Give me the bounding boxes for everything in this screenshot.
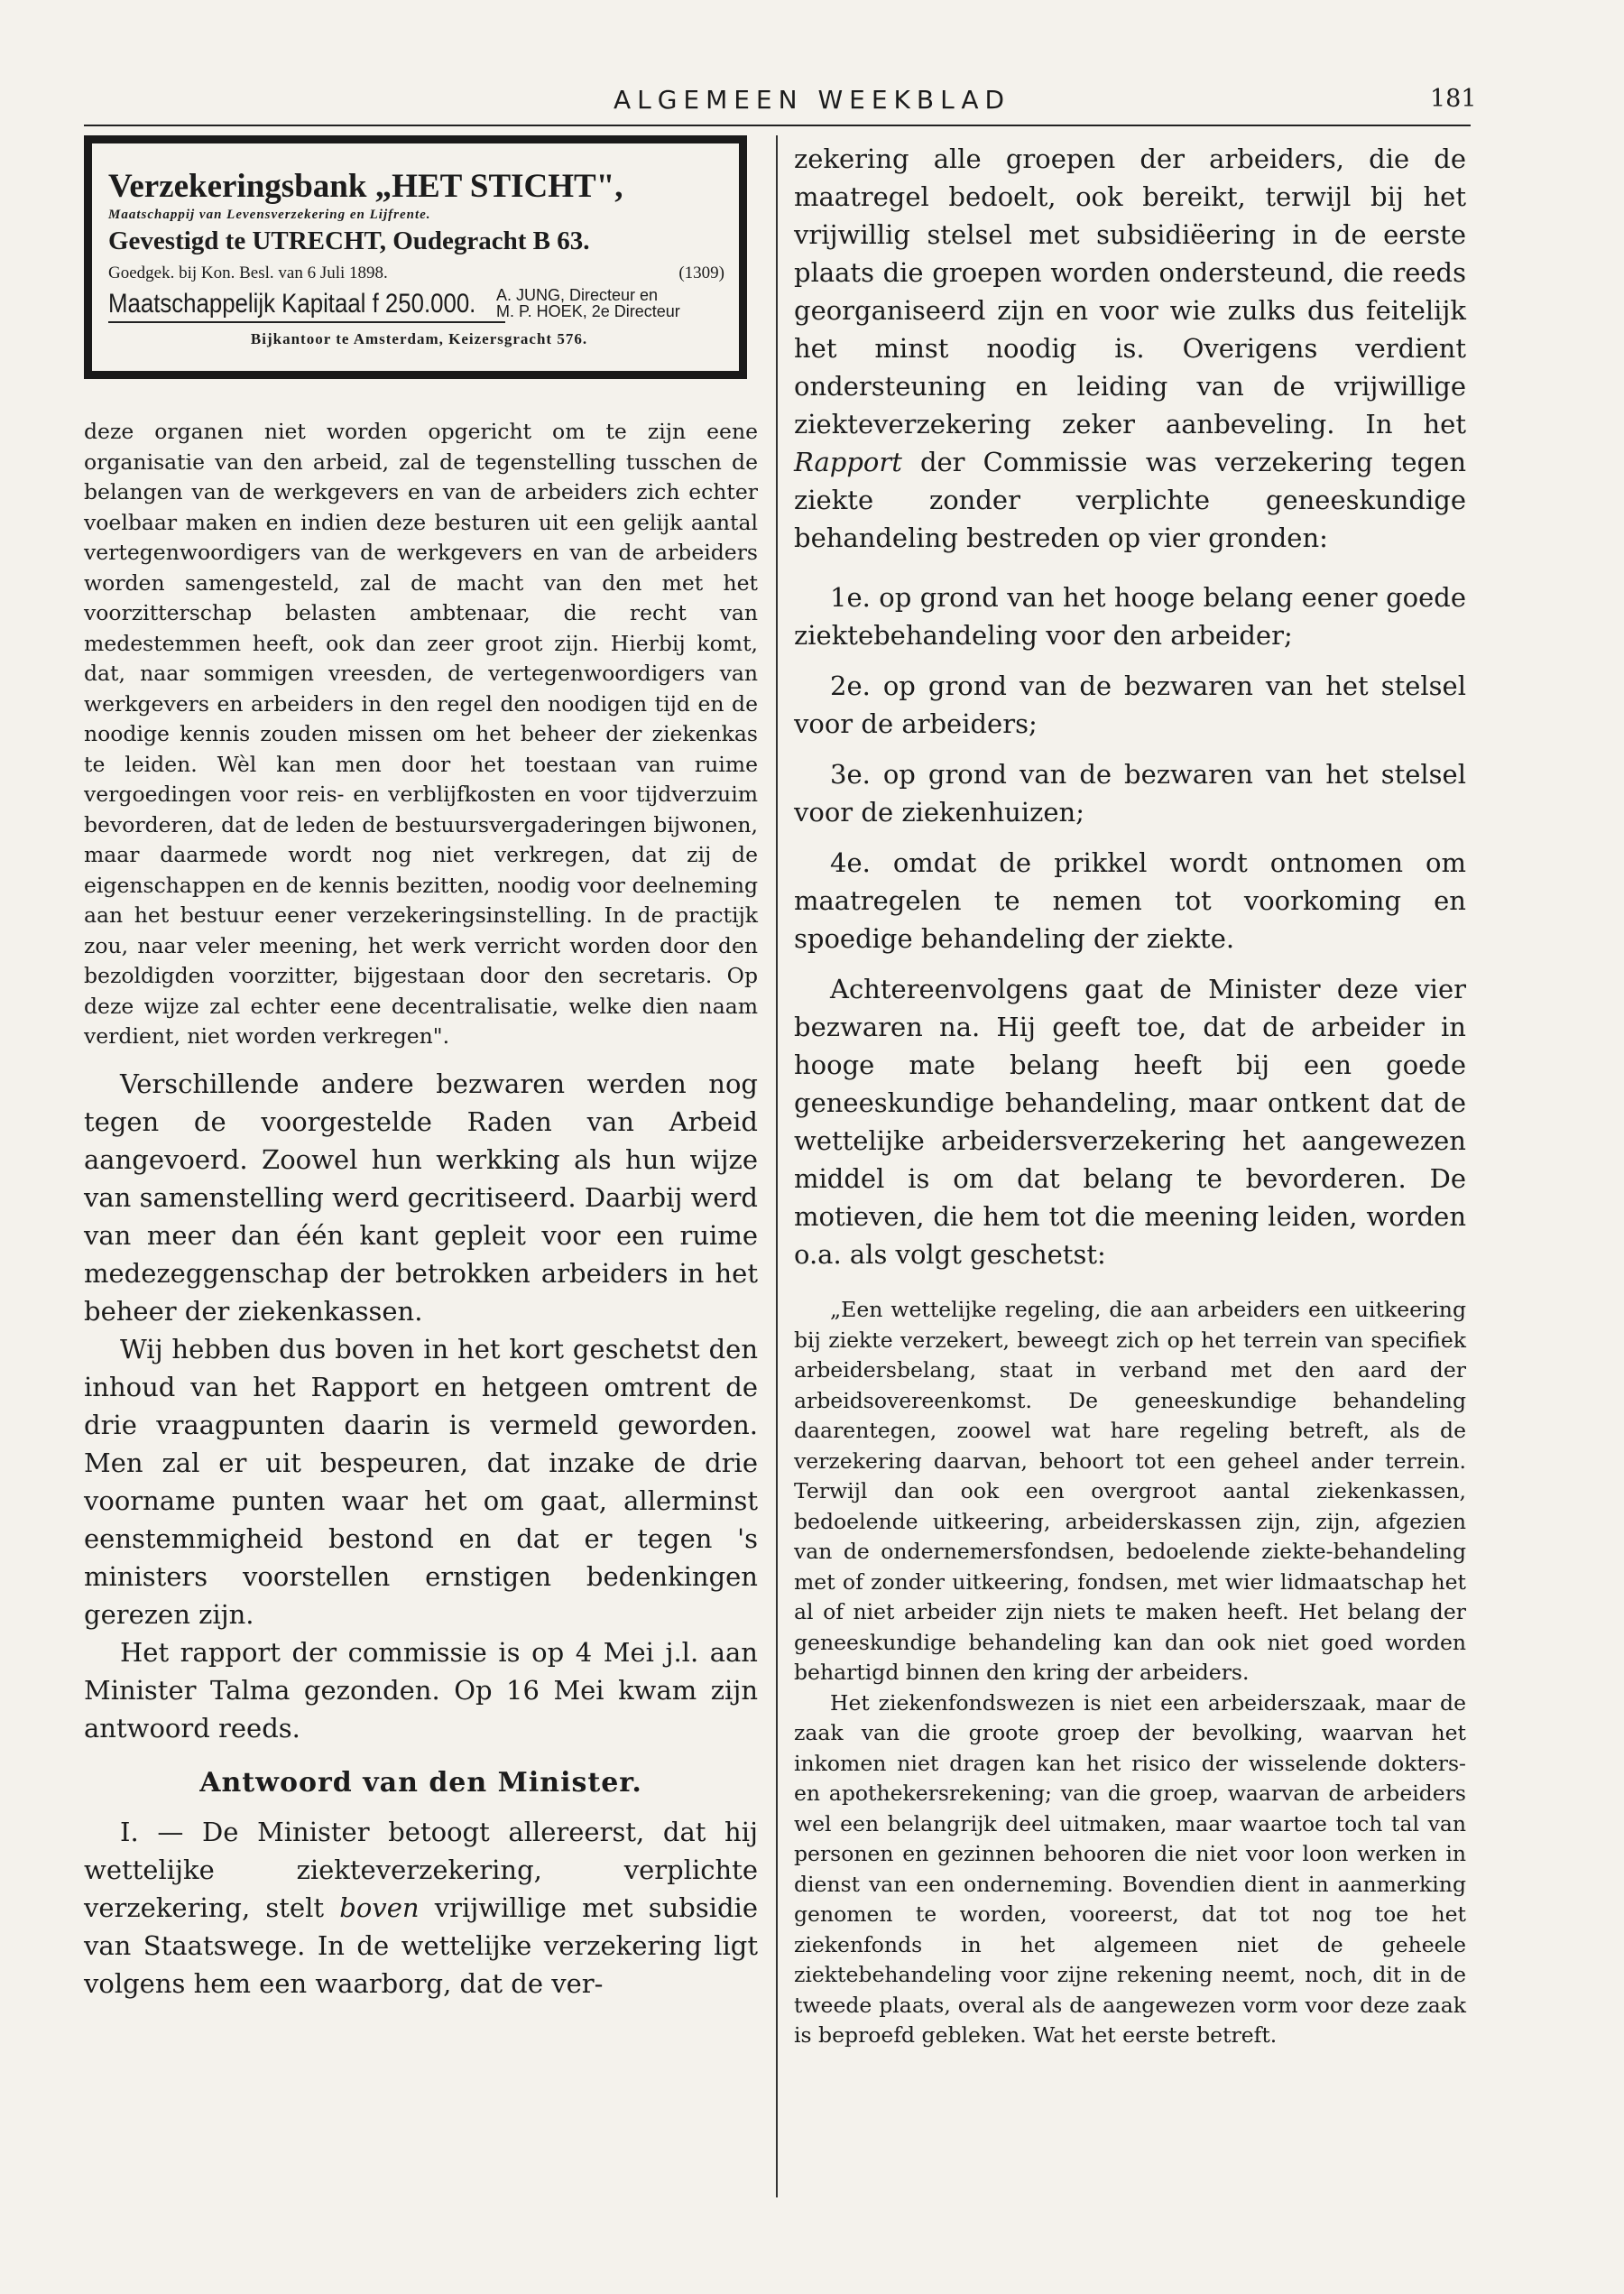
- ad-rule: [108, 321, 505, 323]
- grounds-item: 1e. op grond van het hooge belang eener goede ziektebehandeling voor den arbeider;: [794, 582, 1466, 651]
- left-column: [84, 417, 758, 2003]
- running-head-title: ALGEMEEN WEEKBLAD: [613, 85, 1011, 115]
- paragraph-summary: Wij hebben dus boven in het kort geschetst den inhoud van het Rapport en hetgeen omtrent de drie vraagpunten daarin is vermeld geworden. Men zal er uit bespeuren, dat inzake de drie voorname punten waar het om gaat, allerminst eenstemmigheid bestond en dat er tegen 's ministers voorstellen ernstigen bedenkingen gerezen zijn.: [84, 1333, 758, 1630]
- minister-i-text-2: vrijwillige met subsidie van Staatswege. In de wettelijke verzekering ligt volgens hem een waarborg, dat de ver-: [84, 1892, 758, 1999]
- section-heading: Antwoord van den Minister.: [199, 1766, 642, 1799]
- grounds-item: 4e. omdat de prikkel wordt ontnomen om maatregelen te nemen tot voorkoming en spoedige behandeling der ziekte.: [794, 847, 1466, 954]
- paragraph-minister-i: [84, 1813, 758, 2003]
- page-number: 181: [1430, 85, 1477, 113]
- ad-subtitle: Maatschappij van Levensverzekering en Lijfrente.: [108, 208, 431, 222]
- ad-address: Gevestigd te UTRECHT, Oudegracht B 63.: [108, 227, 590, 255]
- paragraph-objections: Verschillende andere bezwaren werden nog tegen de voorgestelde Raden van Arbeid aangevoerd. Zoowel hun werkking als hun wijze van samenstelling werd gecritiseerd. Daarbij werd van meer dan één kant gepleit voor een ruime medezeggenschap der betrokken arbeiders in het beheer der ziekenkassen.: [84, 1068, 758, 1327]
- verzekering-text-1: zekering alle groepen der arbeiders, die de maatregel bedoelt, ook bereikt, terwijl bij het vrijwillig stelsel met subsidiëering in de eerste plaats die groepen worden ondersteund, die reeds georganiseerd zijn en voor wie zulks dus feitelijk het minst noodig is. Overigens verdient ondersteuning en leiding van de vrijwillige ziekteverzekering zeker aanbeveling. In het: [794, 143, 1466, 439]
- header-rule: [84, 125, 1471, 126]
- grounds-item: 2e. op grond van de bezwaren van het stelsel voor de arbeiders;: [794, 671, 1466, 739]
- verzekering-emphasis: Rapport: [794, 447, 902, 477]
- minister-i-text-1: I. — De Minister betoogt allereerst, dat hij wettelijke ziekteverzekering, verplichte verzekering, stelt: [84, 1816, 758, 1923]
- right-column: [794, 140, 1466, 2051]
- paragraph-report-sent: Het rapport der commissie is op 4 Mei j.l. aan Minister Talma gezonden. Op 16 Mei kwam zijn antwoord reeds.: [84, 1636, 758, 1744]
- ad-company-name: Verzekeringsbank „HET STICHT",: [108, 168, 623, 205]
- grounds-list: [794, 578, 1466, 957]
- column-divider: [776, 135, 778, 2197]
- paragraph-verzekering: [794, 140, 1466, 557]
- paragraph-minister-reply: Achtereenvolgens gaat de Minister deze vier bezwaren na. Hij geeft toe, dat de arbeider in hooge mate belang heeft bij een goede geneeskundige behandeling, maar ontkent dat de wettelijke arbeidersverzekering het aangewezen middel is om dat belang te bevorderen. De motieven, die hem tot die meening leiden, worden o.a. als volgt geschetst:: [794, 974, 1466, 1270]
- quote-ziekenfondswezen: Het ziekenfondswezen is niet een arbeiderszaak, maar de zaak van die groote groep der bevolking, waarvan het inkomen niet dragen kan het risico der wisselende dokters- en apothekersrekening; van die groep, waarvan de arbeiders wel een belangrijk deel uitmaken, maar waartoe toch tal van personen en gezinnen behooren die niet voor loon werken in dienst van een onderneming. Bovendien dient in aanmerking genomen te worden, vooreerst, dat tot nog toe het ziekenfonds in het algemeen niet de geheele ziektebehandeling voor zijne rekening neemt, noch, dit in de tweede plaats, overal als de aangewezen vorm voor deze zaak is beproefd gebleken. Wat het eerste betreft.: [794, 1689, 1466, 2048]
- ad-branch: Bijkantoor te Amsterdam, Keizersgracht 576.: [250, 330, 588, 347]
- ad-capital: Maatschappelijk Kapitaal f 250.000.: [108, 289, 476, 319]
- advertisement-box: [84, 135, 747, 379]
- grounds-item: 3e. op grond van de bezwaren van het stelsel voor de ziekenhuizen;: [794, 759, 1466, 828]
- ad-directors: [496, 287, 680, 319]
- ad-approval-line: [108, 264, 730, 283]
- verzekering-text-2: der Commissie was verzekering tegen ziekte zonder verplichte geneeskundige behandeling bestreden op vier gronden:: [794, 447, 1466, 553]
- ad-capital-line: [108, 287, 730, 319]
- quote-continuation: deze organen niet worden opgericht om te zijn eene organisatie van den arbeid, zal de tegenstelling tusschen de belangen van de werkgevers en van de arbeiders zich echter voelbaar maken en indien deze besturen uit een gelijk aantal vertegenwoordigers van de werkgevers en van de arbeiders worden samengesteld, zal de macht van den met het voorzitterschap belasten ambtenaar, die recht van medestemmen heeft, ook dan zeer groot zijn. Hierbij komt, dat, naar sommigen vreesden, de vertegenwoordigers van werkgevers en arbeiders in den regel den noodigen tijd en de noodige kennis zouden missen om het beheer der ziekenkas te leiden. Wèl kan men door het toestaan van ruime vergoedingen voor reis- en verblijfkosten en voor tijdverzuim bevorderen, dat de leden de bestuursvergaderingen bijwonen, maar daarmede wordt nog niet verkregen, dat zij de eigenschappen en de kennis bezitten, noodig voor deelneming aan het bestuur eener verzekeringsinstelling. In de practijk zou, naar veler meening, het werk verricht worden door den bezoldigden voorzitter, bijgestaan door den secretaris. Op deze wijze zal echter eene decentralisatie, welke dien naam verdient, niet worden verkregen".: [84, 419, 758, 1049]
- ad-reference: (1309): [678, 264, 724, 282]
- ad-director-2: M. P. HOEK, 2e Directeur: [496, 302, 680, 320]
- quote-regeling: „Een wettelijke regeling, die aan arbeiders een uitkeering bij ziekte verzekert, beweegt zich op het terrein van specifiek arbeidersbelang, staat in verband met den aard der arbeidsovereenkomst. De geneeskundige behandeling daarentegen, zoowel wat hare regeling betreft, als de verzekering daarvan, behoort tot een geheel ander terrein. Terwijl dan ook een overgroot aantal ziekenkassen, bedoelende uitkeering, arbeiderskassen zijn, zijn, afgezien van de ondernemersfondsen, bedoelende ziekte-behandeling met of zonder uitkeering, fondsen, met wier lidmaatschap het al of niet arbeider zijn niets te maken heeft. Het belang der geneeskundige behandeling kan dan ook niet goed worden behartigd binnen den kring der arbeiders.: [794, 1297, 1466, 1685]
- ad-approval: Goedgek. bij Kon. Besl. van 6 Juli 1898.: [108, 264, 388, 282]
- minister-i-emphasis: boven: [339, 1892, 420, 1923]
- ad-director-1: A. JUNG, Directeur en: [496, 286, 659, 304]
